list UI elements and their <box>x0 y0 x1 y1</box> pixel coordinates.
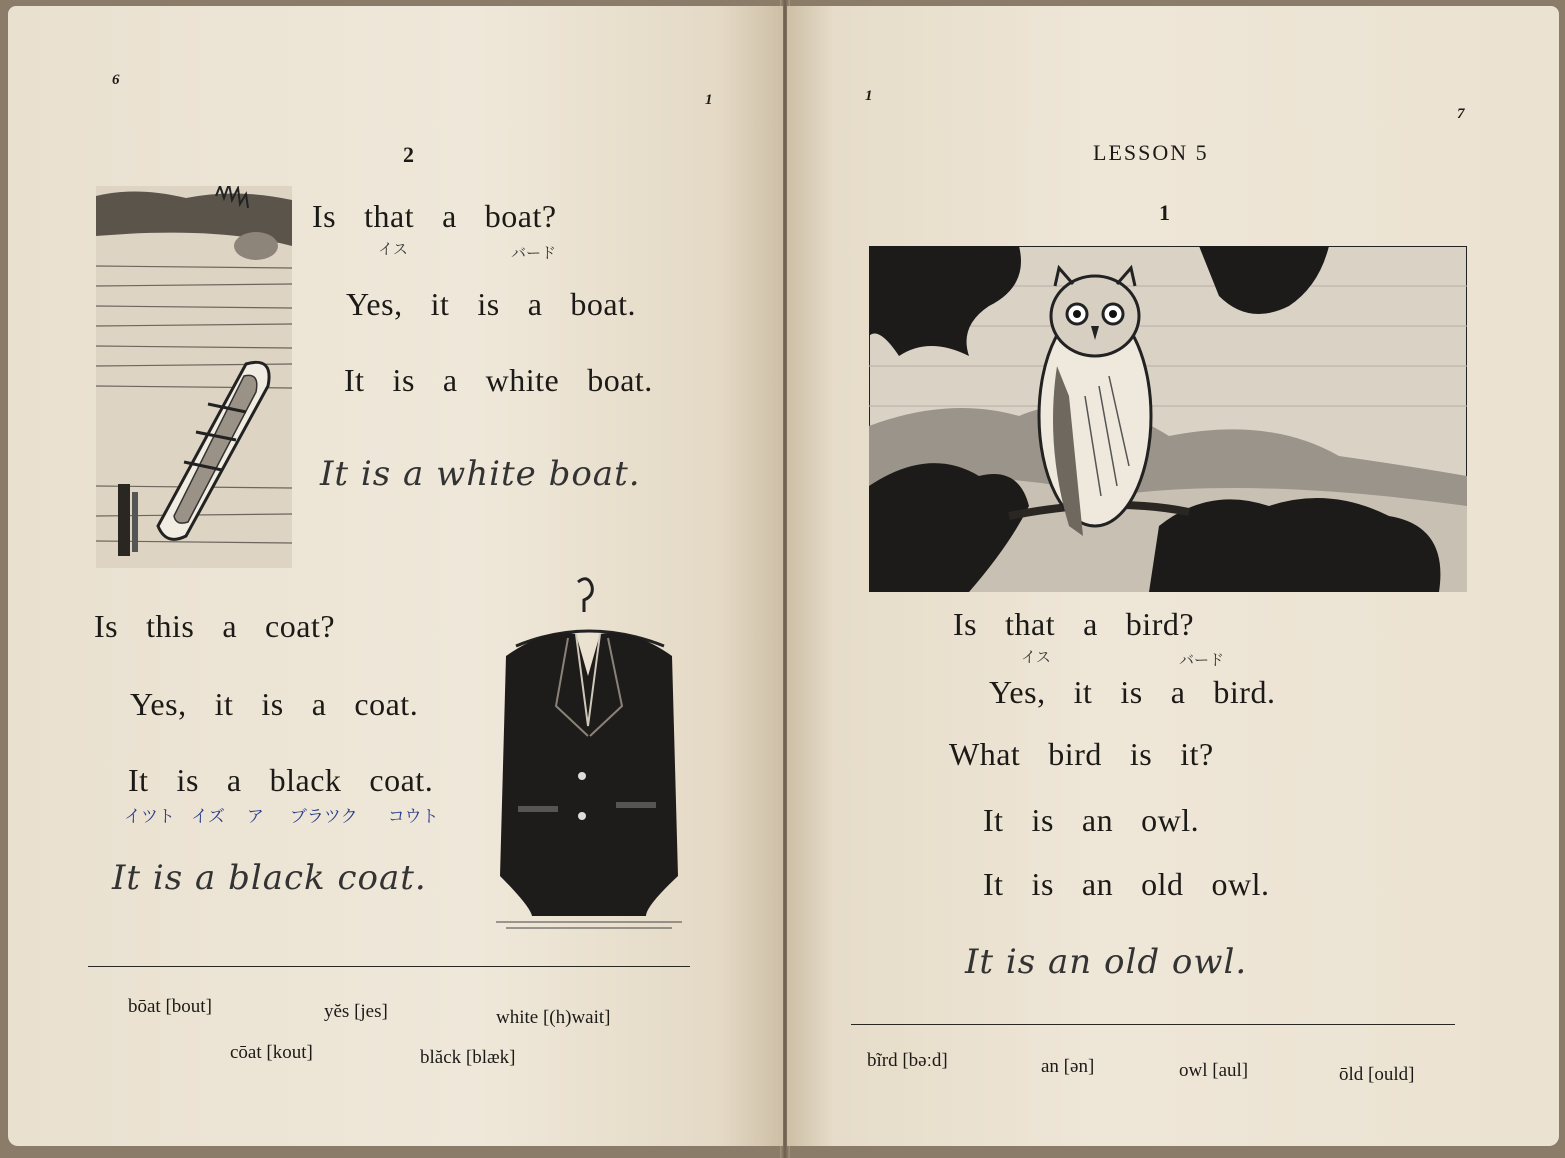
vocab-boat: bōat [bout] <box>128 996 212 1017</box>
question-coat: Is this a coat? <box>94 608 336 644</box>
coat-illustration <box>496 576 682 932</box>
section-marker: 1 <box>865 88 873 104</box>
vocab-an: an [ən] <box>1041 1056 1095 1077</box>
vocab-divider <box>88 966 690 967</box>
answer-boat-2: It is a white boat. <box>344 362 653 398</box>
owl-illustration <box>869 246 1467 592</box>
question-boat: Is that a boat? <box>312 198 557 234</box>
boat-illustration <box>96 186 292 568</box>
answer-owl-2: It is an old owl. <box>983 866 1270 902</box>
section-marker: 1 <box>705 92 713 108</box>
answer-coat-1: Yes, it is a coat. <box>130 686 419 722</box>
right-page <box>787 6 1559 1146</box>
vocab-owl: owl [aul] <box>1179 1060 1249 1081</box>
vocab-yes: yĕs [jes] <box>324 1001 388 1022</box>
vocab-old: ōld [ould] <box>1339 1064 1415 1085</box>
kana-that: イス <box>1021 648 1051 666</box>
kana-that: イス <box>378 240 408 258</box>
lesson-title: LESSON 5 <box>1093 140 1209 165</box>
script-coat: It is a black coat. <box>112 858 427 898</box>
handwritten-kana: イツト イズ ア ブラツク コウト <box>124 807 439 827</box>
question-bird: Is that a bird? <box>953 606 1195 642</box>
answer-owl-1: It is an owl. <box>983 802 1200 838</box>
vocab-white: white [(h)wait] <box>496 1007 611 1028</box>
question-what-bird: What bird is it? <box>949 736 1214 772</box>
exercise-number: 1 <box>1159 200 1170 225</box>
exercise-number: 2 <box>403 142 414 167</box>
kana-bird: バード <box>1179 651 1225 669</box>
page-number: 7 <box>1457 106 1465 122</box>
vocab-bird: bĩrd [bəːd] <box>867 1050 948 1071</box>
script-boat: It is a white boat. <box>320 454 641 494</box>
vocab-divider <box>851 1024 1455 1025</box>
page-number: 6 <box>112 72 120 88</box>
vocab-black: blăck [blæk] <box>420 1047 516 1068</box>
answer-coat-2: It is a black coat. <box>128 762 434 798</box>
answer-boat-1: Yes, it is a boat. <box>346 286 636 322</box>
script-owl: It is an old owl. <box>965 942 1248 982</box>
kana-boat: バード <box>511 244 557 262</box>
vocab-coat: cōat [kout] <box>230 1042 313 1063</box>
left-page <box>8 6 783 1146</box>
answer-bird-1: Yes, it is a bird. <box>989 674 1276 710</box>
